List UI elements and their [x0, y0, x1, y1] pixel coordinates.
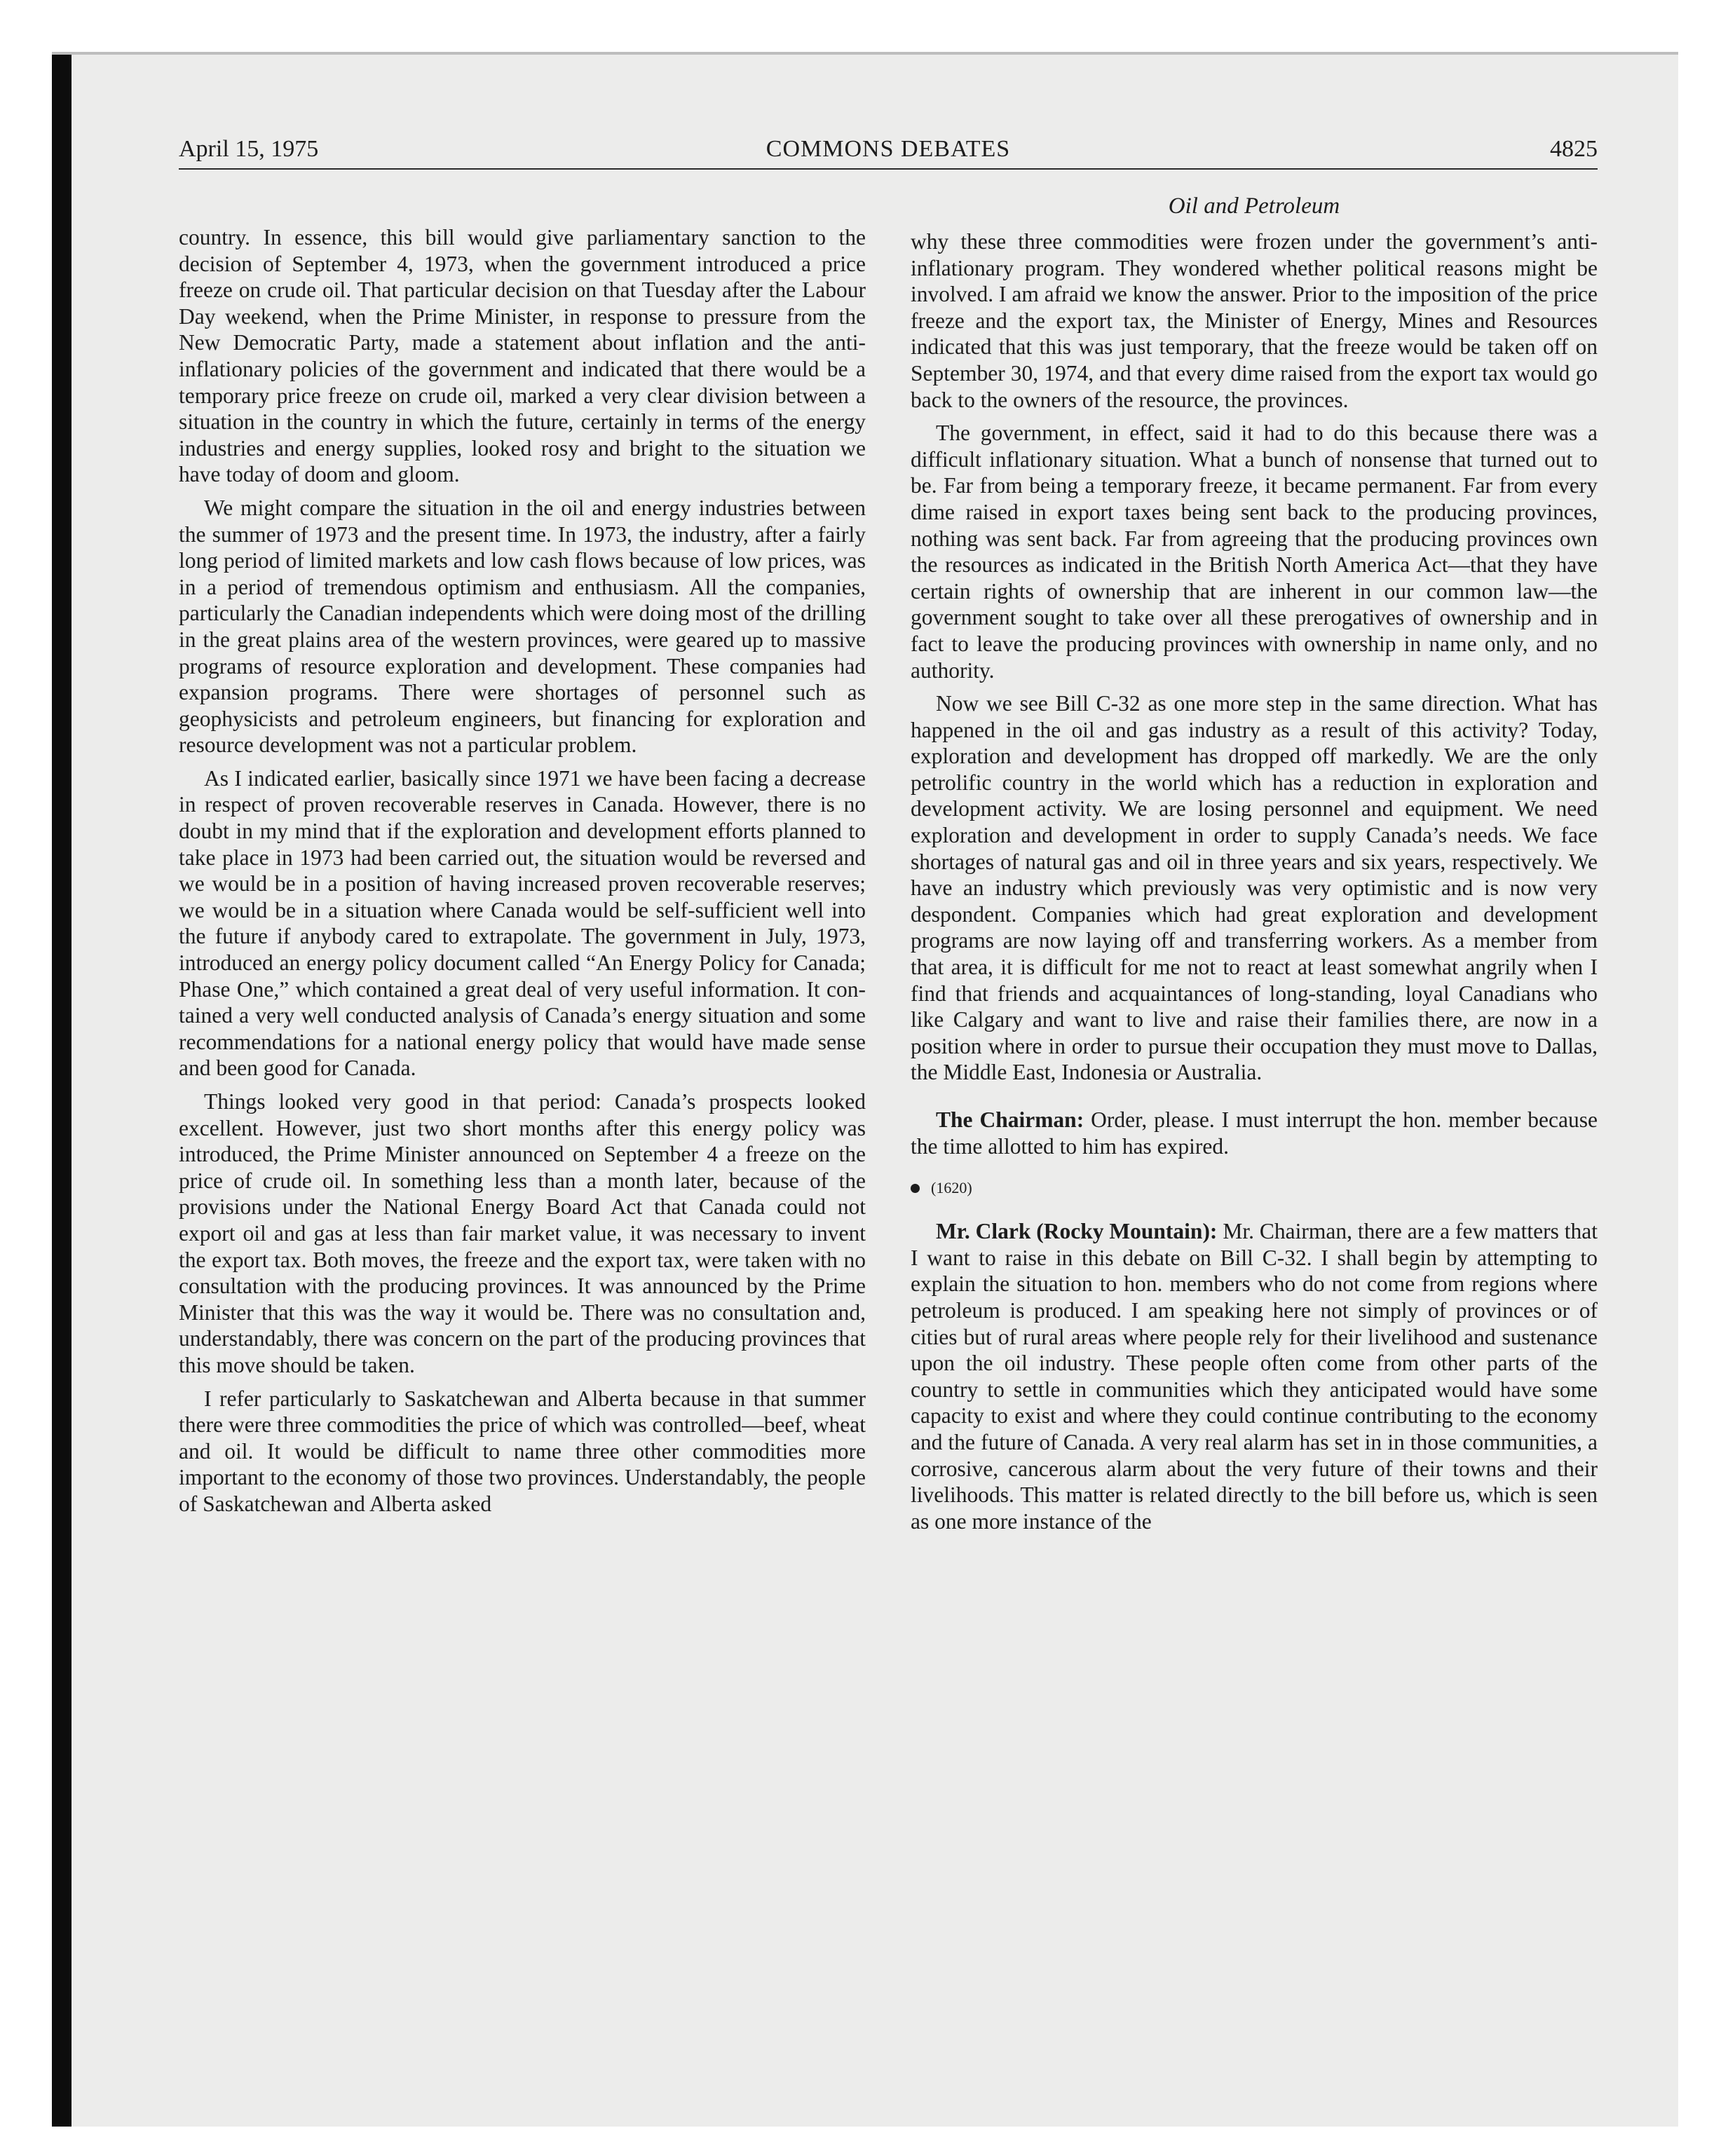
- header-title: COMMONS DEBATES: [766, 136, 1011, 162]
- left-paragraph-4: Things looked very good in that period: Canada’s prospects looked excellent. However, just two short months after this energy policy was introduced, the Prime Minister announced on September 4 a freeze on the price of crude oil. In something less than a month later, because of the provisions under the National Energy Board Act that Canada could not export oil and gas at less than fair market value, it was necessary to invent the export tax. Both moves, the freeze and the export tax, were taken with no consultation with the producing provinces. It was announced by the Prime Minister that this was the way it would be. There was no consultation and, understandably, there was concern on the part of the producing provinces that this move should be taken.: [179, 1089, 866, 1377]
- chairman-text: Order, please. I must interrupt the hon. member because the time allotted to him has expired.: [911, 1107, 1598, 1159]
- header-rule: [179, 168, 1598, 170]
- time-marker: [911, 1178, 1598, 1199]
- clark-text: Mr. Chairman, there are a few matters that I want to raise in this debate on Bill C-32. I shall begin by attempting to explain the situation to hon. members who do not come from regions where petroleum is produced. I am speaking here not simply of provinces or of cities but of rural areas where people rely for their livelihood and sustenance upon the oil industry. These people often come from other parts of the country to settle in communities which they anticipated would have some capacity to exist and where they could continue contributing to the economy and the future of Canada. A very real alarm has set in in those communities, a corrosive, cancerous alarm about the very future of their towns and their livelihoods. This matter is related directly to the bill before us, which is seen as one more instance of the: [911, 1219, 1598, 1534]
- header-page-number: 4825: [1550, 136, 1598, 162]
- time-marker-text: (1620): [931, 1179, 972, 1197]
- chairman-paragraph: [911, 1107, 1598, 1159]
- bullet-dot-icon: [911, 1184, 920, 1193]
- right-paragraph-1: why these three commodities were frozen under the government’s anti-inflationary program. They wondered whether political reasons might be involved. I am afraid we know the answer. Prior to the imposition of the price freeze and the export tax, the Minister of Energy, Mines and Resources indicated that this was just temporary, that the freeze would be taken off on September 30, 1974, and that every dime raised from the export tax would go back to the owners of the resource, the provinces.: [911, 229, 1598, 412]
- section-heading: Oil and Petroleum: [1168, 193, 1340, 219]
- right-column: [911, 192, 1598, 1541]
- right-paragraph-3: Now we see Bill C-32 as one more step in the same direction. What has happened in the oil and gas industry as a result of this activity? Today, exploration and development has dropped off markedly. We are the only petrolific country in the world which has a reduction in exploration and development activity. We are losing personnel and equipment. We need exploration and development in order to supply Canada’s needs. We face shortages of natural gas and oil in three years and six years, respectively. We have an industry which previously was very optimistic and is now very despondent. Companies which had great exploration and development programs are now laying off and transferring workers. As a member from that area, it is difficult for me not to react at least somewhat angrily when I find that friends and acquaintances of long-standing, loyal Canadians who like Calgary and want to live and raise their families there, are now in a position where in order to pursue their occupation they must move to Dallas, the Middle East, Indonesia or Australia.: [911, 691, 1598, 1085]
- scan-edge-left: [52, 52, 72, 2127]
- header-date: April 15, 1975: [179, 136, 319, 162]
- left-paragraph-1: country. In essence, this bill would give parliamentary sanction to the decision of September 4, 1973, when the government introduced a price freeze on crude oil. That particular decision on that Tuesday after the Labour Day weekend, when the Prime Minister, in response to pressure from the New Democratic Party, made a statement about inflation and the anti-inflationary policies of the government and indicated that there would be a temporary price freeze on crude oil, marked a very clear division between a situation in the country in which the future, certainly in terms of the energy industries and energy supplies, looked rosy and bright to the situation we have today of doom and gloom.: [179, 225, 866, 487]
- left-paragraph-2: We might compare the situation in the oil and energy industries between the summer of 1973 and the present time. In 1973, the industry, after a fairly long period of limited markets and low cash flows because of low prices, was in a period of tremendous optimism and enthusiasm. All the companies, particularly the Canadian independents which were doing most of the drilling in the great plains area of the western provinces, were geared up to massive programs of resource exploration and development. These companies had expansion programs. There were shortages of personnel such as geophysicists and petroleum engineers, but financing for exploration and resource development was not a particular problem.: [179, 495, 866, 758]
- chairman-speaker: The Chairman:: [936, 1107, 1084, 1132]
- running-head: [179, 133, 1598, 165]
- left-column: [179, 224, 866, 1524]
- left-paragraph-5: I refer particularly to Saskatchewan and Alberta because in that summer there were three commodities the price of which was controlled—beef, wheat and oil. It would be difficult to name three other commodities more important to the economy of those two provinces. Understandably, the people of Saskatchewan and Alberta asked: [179, 1386, 866, 1516]
- clark-paragraph: [911, 1218, 1598, 1534]
- clark-speaker: Mr. Clark (Rocky Mountain):: [936, 1219, 1218, 1244]
- left-paragraph-3: As I indicated earlier, basically since 1971 we have been facing a decrease in respect of proven recoverable reserves in Canada. However, there is no doubt in my mind that if the exploration and development efforts planned to take place in 1973 had been carried out, the situation would be reversed and we would be in a position of having increased proven recoverable reserves; we would be in a situation where Canada would be self-sufficient well into the future if anybody cared to extrapolate. The government in July, 1973, introduced an energy policy document called “An Energy Policy for Canada; Phase One,” which contained a great deal of very useful information. It contained a very well conducted analysis of Canada’s energy situation and some recommendations for a national energy policy that would have made sense and been good for Canada.: [179, 765, 866, 1081]
- right-paragraph-2: The government, in effect, said it had to do this because there was a difficult inflationary situation. What a bunch of nonsense that turned out to be. Far from being a temporary freeze, it became permanent. Far from every dime raised in export taxes being sent back to the producing provinces, nothing was sent back. Far from agreeing that the producing provinces own the resources as indicated in the British North America Act—that they have certain rights of ownership that are inherent in our common law—the government sought to take over all these prerogatives of ownership and in fact to leave the producing provinces with ownership in name only, and no authority.: [911, 421, 1598, 683]
